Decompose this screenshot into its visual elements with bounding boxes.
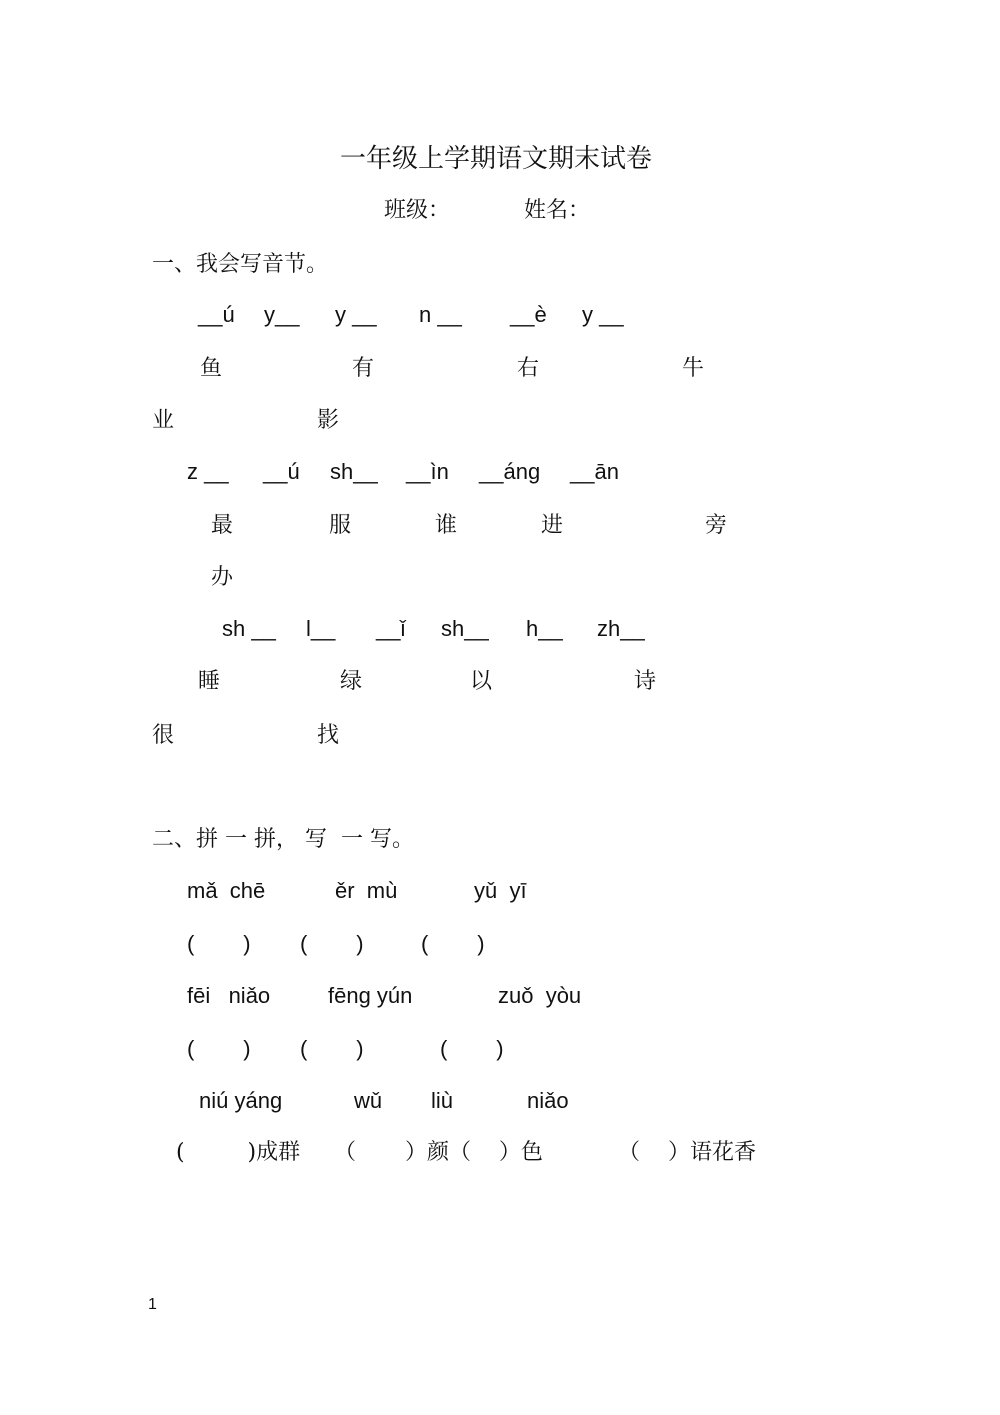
answer-bracket[interactable]: ( ) bbox=[300, 1036, 364, 1061]
pinyin-word: liù bbox=[431, 1088, 454, 1113]
character: 谁 bbox=[435, 513, 458, 538]
fill-in-phrase[interactable]: ( )成群 bbox=[176, 1140, 301, 1165]
section1-heading: 一、我会写音节。 bbox=[152, 252, 329, 277]
character: 最 bbox=[211, 513, 234, 538]
character: 以 bbox=[470, 669, 493, 694]
pinyin-blank: y __ bbox=[582, 302, 624, 327]
pinyin-word: mǎ chē bbox=[187, 878, 266, 903]
pinyin-blank: sh__ bbox=[441, 616, 489, 641]
pinyin-blank: l__ bbox=[306, 616, 336, 641]
answer-bracket[interactable]: ( ) bbox=[421, 931, 485, 956]
pinyin-word: fēi niǎo bbox=[187, 983, 271, 1008]
pinyin-blank: h__ bbox=[526, 616, 563, 641]
character: 旁 bbox=[705, 513, 728, 538]
class-label: 班级： bbox=[384, 198, 451, 223]
page-number: 1 bbox=[148, 1296, 157, 1313]
pinyin-blank: sh __ bbox=[222, 616, 276, 641]
fill-in-phrase[interactable]: （ ）颜（ ）色 bbox=[334, 1140, 543, 1165]
character: 影 bbox=[317, 408, 340, 433]
character: 鱼 bbox=[200, 356, 223, 381]
fill-in-phrase[interactable]: （ ）语花香 bbox=[618, 1140, 756, 1165]
pinyin-word: fēng yún bbox=[328, 983, 413, 1008]
pinyin-word: niǎo bbox=[527, 1088, 569, 1113]
character: 服 bbox=[329, 513, 352, 538]
pinyin-blank: __ǐ bbox=[376, 616, 406, 641]
section2-heading: 二、拼 一 拼， 写 一 写。 bbox=[152, 827, 414, 852]
character: 办 bbox=[211, 565, 234, 590]
pinyin-blank: zh__ bbox=[597, 616, 645, 641]
answer-bracket[interactable]: ( ) bbox=[187, 931, 251, 956]
pinyin-blank: n __ bbox=[419, 302, 462, 327]
pinyin-blank: y__ bbox=[264, 302, 300, 327]
pinyin-word: niú yáng bbox=[199, 1088, 283, 1113]
pinyin-word: ěr mù bbox=[335, 878, 398, 903]
pinyin-blank: __ìn bbox=[406, 459, 449, 484]
pinyin-blank: __áng bbox=[479, 459, 541, 484]
character: 绿 bbox=[340, 669, 363, 694]
pinyin-blank: y __ bbox=[335, 302, 377, 327]
character: 右 bbox=[517, 356, 540, 381]
name-label: 姓名： bbox=[524, 198, 591, 223]
answer-bracket[interactable]: ( ) bbox=[440, 1036, 504, 1061]
character: 很 bbox=[152, 723, 175, 748]
pinyin-blank: sh__ bbox=[330, 459, 378, 484]
answer-bracket[interactable]: ( ) bbox=[187, 1036, 251, 1061]
pinyin-blank: z __ bbox=[187, 459, 229, 484]
answer-bracket[interactable]: ( ) bbox=[300, 931, 364, 956]
pinyin-blank: __ú bbox=[198, 302, 235, 327]
pinyin-word: yǔ yī bbox=[474, 878, 527, 903]
pinyin-blank: __ān bbox=[570, 459, 619, 484]
pinyin-blank: __ú bbox=[263, 459, 300, 484]
character: 睡 bbox=[198, 669, 221, 694]
pinyin-word: zuǒ yòu bbox=[498, 983, 582, 1008]
pinyin-word: wǔ bbox=[354, 1088, 383, 1113]
character: 业 bbox=[152, 408, 175, 433]
character: 牛 bbox=[682, 356, 705, 381]
page-title: 一年级上学期语文期末试卷 bbox=[340, 144, 653, 174]
character: 有 bbox=[352, 356, 375, 381]
character: 诗 bbox=[634, 669, 657, 694]
pinyin-blank: __è bbox=[510, 302, 547, 327]
character: 找 bbox=[317, 723, 340, 748]
character: 进 bbox=[541, 513, 564, 538]
